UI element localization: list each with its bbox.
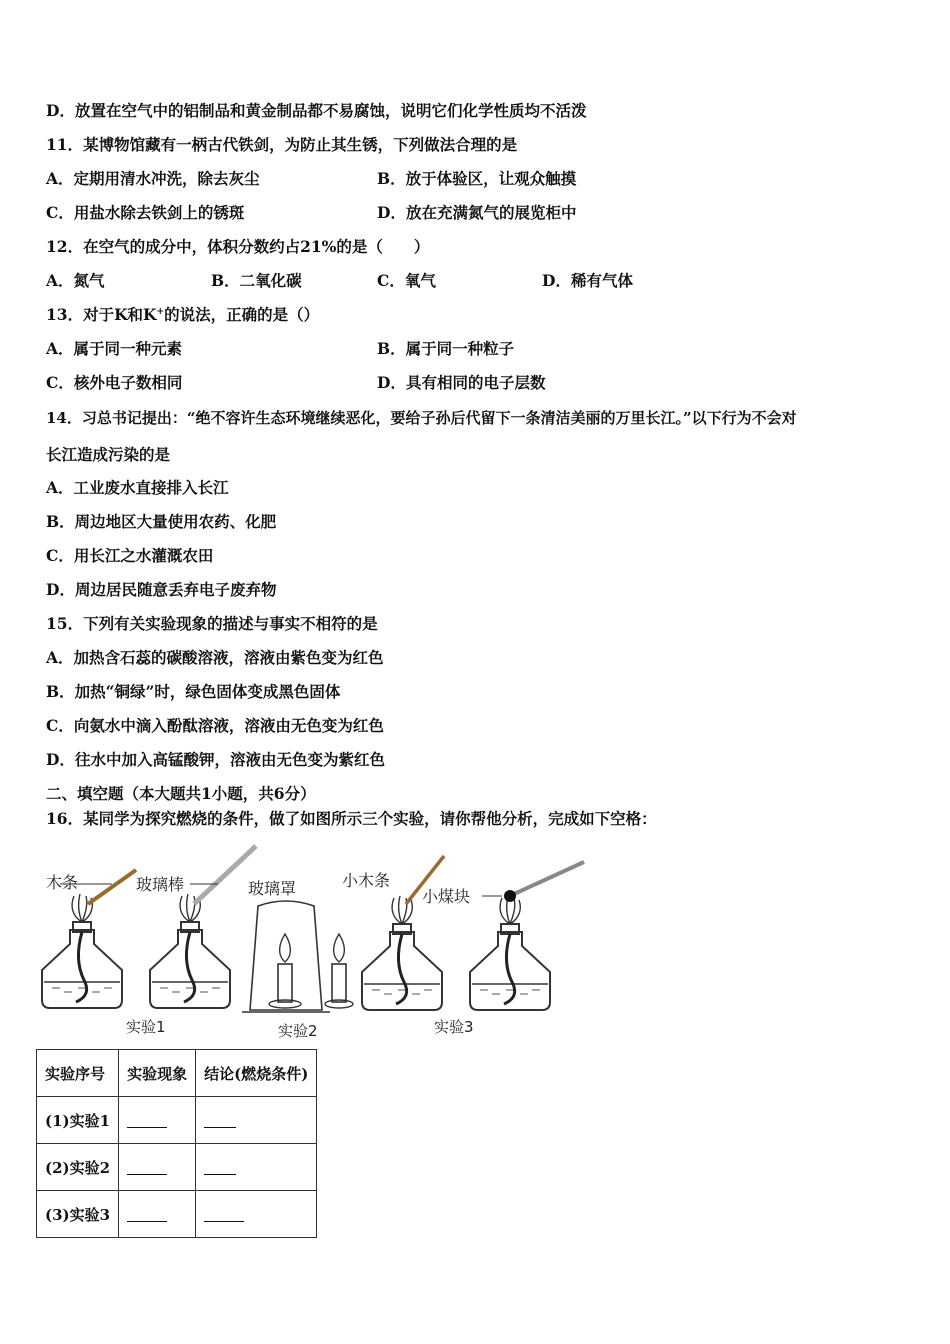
experiment-table: [36, 1049, 317, 1238]
table-header-row: [37, 1050, 317, 1097]
q15-option-a: A．加热含石蕊的碳酸溶液，溶液由紫色变为红色: [46, 648, 384, 667]
label-glass-cover: 玻璃罩: [248, 879, 297, 898]
label-coal: 小煤块: [422, 887, 471, 906]
experiment-figure: [40, 842, 600, 1042]
q13-text-post: 的说法，正确的是（）: [164, 305, 320, 324]
q15-option-b: B．加热“铜绿”时，绿色固体变成黑色固体: [46, 682, 341, 701]
question-13: [46, 305, 319, 325]
caption-exp3: 实验3: [434, 1018, 474, 1036]
blank-cell[interactable]: [119, 1144, 196, 1191]
glass-cover: [250, 901, 322, 1010]
caption-exp1: 实验1: [126, 1018, 166, 1036]
table-row: [37, 1097, 317, 1144]
table-row: [37, 1144, 317, 1191]
question-15: 15．下列有关实验现象的描述与事实不相符的是: [46, 614, 378, 633]
q13-option-d: D．具有相同的电子层数: [377, 373, 546, 392]
q12-option-d: D．稀有气体: [542, 271, 633, 290]
tongs: [514, 862, 584, 894]
q13-text-pre: 13．对于K和K: [46, 305, 157, 324]
q11-option-d: D．放在充满氮气的展览柜中: [377, 203, 577, 222]
q13-superscript: +: [156, 306, 165, 317]
q10-option-d: D．放置在空气中的铝制品和黄金制品都不易腐蚀，说明它们化学性质均不活泼: [46, 101, 587, 120]
q11-option-b: B．放于体验区，让观众触摸: [377, 169, 577, 188]
header-phenomenon: 实验现象: [119, 1050, 196, 1097]
q15-option-c: C．向氨水中滴入酚酞溶液，溶液由无色变为红色: [46, 716, 384, 735]
q15-option-d: D．往水中加入高锰酸钾，溶液由无色变为紫红色: [46, 750, 385, 769]
q14-option-b: B．周边地区大量使用农药、化肥: [46, 512, 277, 531]
wood-stick: [88, 870, 136, 904]
q14-option-a: A．工业废水直接排入长江: [46, 478, 229, 497]
q13-option-b: B．属于同一种粒子: [377, 339, 515, 358]
section-2-heading: 二、填空题（本大题共1小题，共6分）: [46, 784, 316, 803]
row-label: (2)实验2: [37, 1144, 119, 1191]
row-label: (1)实验1: [37, 1097, 119, 1144]
q11-option-c: C．用盐水除去铁剑上的锈斑: [46, 203, 245, 222]
header-seq: 实验序号: [37, 1050, 119, 1097]
label-small-wood: 小木条: [342, 871, 391, 890]
blank-cell[interactable]: [196, 1191, 317, 1238]
label-wood: 木条: [46, 873, 79, 892]
blank-cell[interactable]: [119, 1191, 196, 1238]
question-12: 12．在空气的成分中，体积分数约占21%的是（ ）: [46, 237, 430, 256]
q12-option-c: C．氧气: [377, 271, 436, 290]
q11-option-a: A．定期用清水冲洗，除去灰尘: [46, 169, 260, 188]
blank-cell[interactable]: [196, 1097, 317, 1144]
question-16: 16．某同学为探究燃烧的条件，做了如图所示三个实验，请你帮他分析，完成如下空格：: [46, 809, 657, 828]
row-label: (3)实验3: [37, 1191, 119, 1238]
label-glass-rod: 玻璃棒: [136, 875, 185, 894]
header-conclusion: 结论(燃烧条件): [196, 1050, 317, 1097]
q13-option-c: C．核外电子数相同: [46, 373, 183, 392]
q12-option-b: B．二氧化碳: [211, 271, 302, 290]
glass-rod: [194, 846, 256, 904]
table-row: [37, 1191, 317, 1238]
question-14-line2: 长江造成污染的是: [46, 445, 171, 464]
coal-lump: [504, 890, 516, 902]
question-11: 11．某博物馆藏有一柄古代铁剑，为防止其生锈，下列做法合理的是: [46, 135, 518, 154]
q13-option-a: A．属于同一种元素: [46, 339, 183, 358]
caption-exp2: 实验2: [278, 1022, 318, 1040]
q14-option-c: C．用长江之水灌溉农田: [46, 546, 214, 565]
q12-option-a: A．氮气: [46, 271, 105, 290]
q14-option-d: D．周边居民随意丢弃电子废弃物: [46, 580, 277, 599]
blank-cell[interactable]: [196, 1144, 317, 1191]
question-14-line1: 14．习总书记提出：“绝不容许生态环境继续恶化，要给子孙后代留下一条清洁美丽的万里长江。”以下行为不会对: [46, 409, 797, 427]
blank-cell[interactable]: [119, 1097, 196, 1144]
